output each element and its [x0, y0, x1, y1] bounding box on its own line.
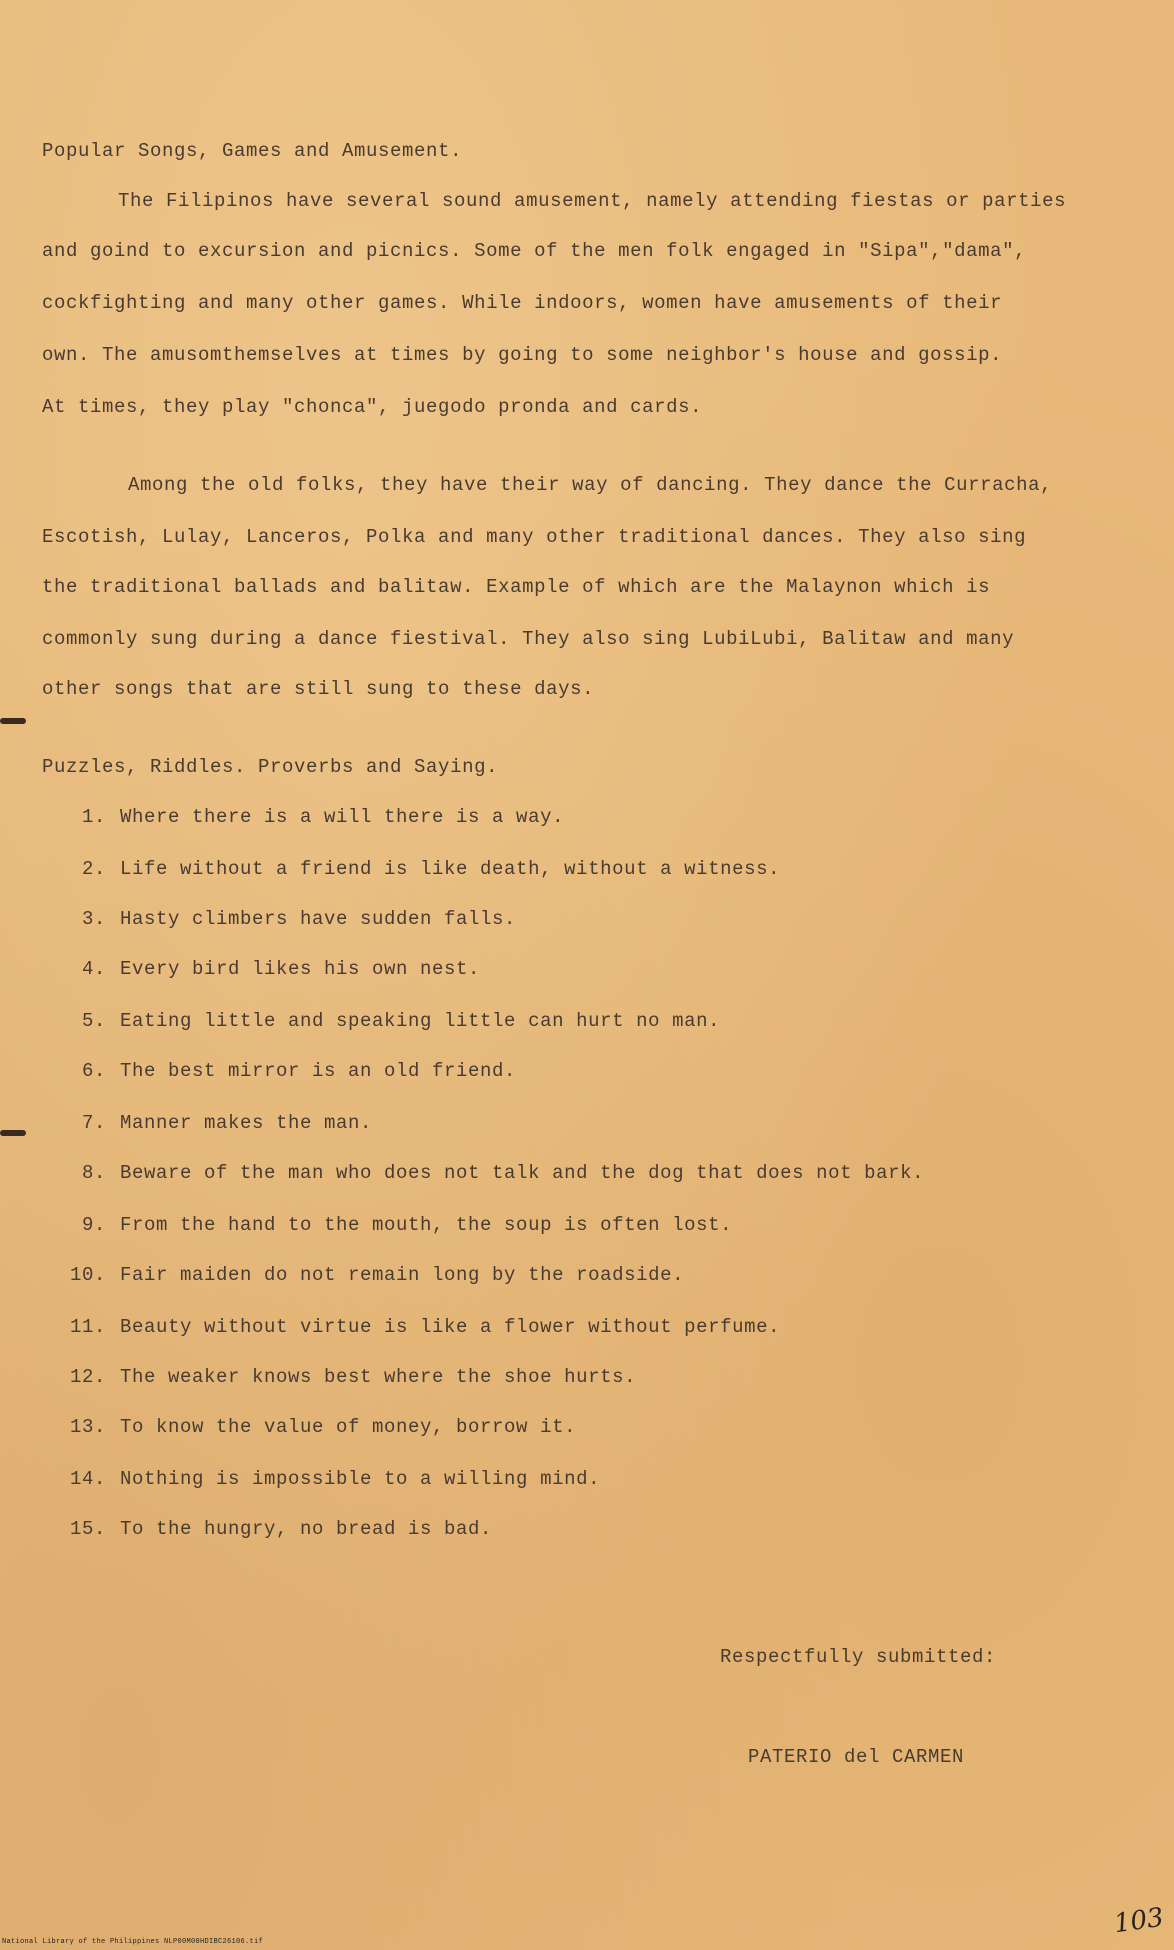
paragraph-line: At times, they play "chonca", juegodo pronda and cards.: [42, 396, 703, 418]
signature-name: PATERIO del CARMEN: [748, 1746, 965, 1768]
edge-mark: [0, 1130, 26, 1136]
list-item: 13. To know the value of money, borrow it.: [69, 1416, 577, 1438]
list-item: 9. From the hand to the mouth, the soup is often lost.: [81, 1214, 733, 1236]
footer-caption: National Library of the Philippines NLP00M00HDIBC26106.tif: [2, 1938, 264, 1946]
list-item: 2. Life without a friend is like death, without a witness.: [81, 858, 781, 880]
list-item: 4. Every bird likes his own nest.: [81, 958, 481, 980]
paragraph-line: commonly sung during a dance fiestival. They also sing LubiLubi, Balitaw and many: [42, 628, 1015, 650]
list-item: 1. Where there is a will there is a way.: [81, 806, 565, 828]
section-heading-proverbs: Puzzles, Riddles. Proverbs and Saying.: [42, 756, 499, 778]
list-item: 7. Manner makes the man.: [81, 1112, 373, 1134]
paragraph-line: Among the old folks, they have their way of dancing. They dance the Curracha,: [128, 474, 1053, 496]
closing-line: Respectfully submitted:: [720, 1646, 997, 1668]
list-item: 14. Nothing is impossible to a willing mind.: [69, 1468, 601, 1490]
section-heading-songs: Popular Songs, Games and Amusement.: [42, 140, 463, 162]
list-item: 6. The best mirror is an old friend.: [81, 1060, 517, 1082]
page-number: 103: [1112, 1902, 1166, 1940]
list-item: 15. To the hungry, no bread is bad.: [69, 1518, 493, 1540]
paragraph-line: own. The amusomthemselves at times by going to some neighbor's house and gossip.: [42, 344, 1003, 366]
paragraph-line: The Filipinos have several sound amusement, namely attending fiestas or parties: [118, 190, 1067, 212]
list-item: 10. Fair maiden do not remain long by the roadside.: [69, 1264, 685, 1286]
paragraph-line: Escotish, Lulay, Lanceros, Polka and many other traditional dances. They also sing: [42, 526, 1027, 548]
paragraph-line: and goind to excursion and picnics. Some of the men folk engaged in "Sipa","dama",: [42, 240, 1027, 262]
list-item: 12. The weaker knows best where the shoe hurts.: [69, 1366, 637, 1388]
list-item: 5. Eating little and speaking little can hurt no man.: [81, 1010, 721, 1032]
list-item: 3. Hasty climbers have sudden falls.: [81, 908, 517, 930]
paragraph-line: cockfighting and many other games. While indoors, women have amusements of their: [42, 292, 1003, 314]
list-item: 8. Beware of the man who does not talk and the dog that does not bark.: [81, 1162, 925, 1184]
edge-mark: [0, 718, 26, 724]
paragraph-line: other songs that are still sung to these days.: [42, 678, 595, 700]
paragraph-line: the traditional ballads and balitaw. Example of which are the Malaynon which is: [42, 576, 991, 598]
list-item: 11. Beauty without virtue is like a flower without perfume.: [69, 1316, 781, 1338]
